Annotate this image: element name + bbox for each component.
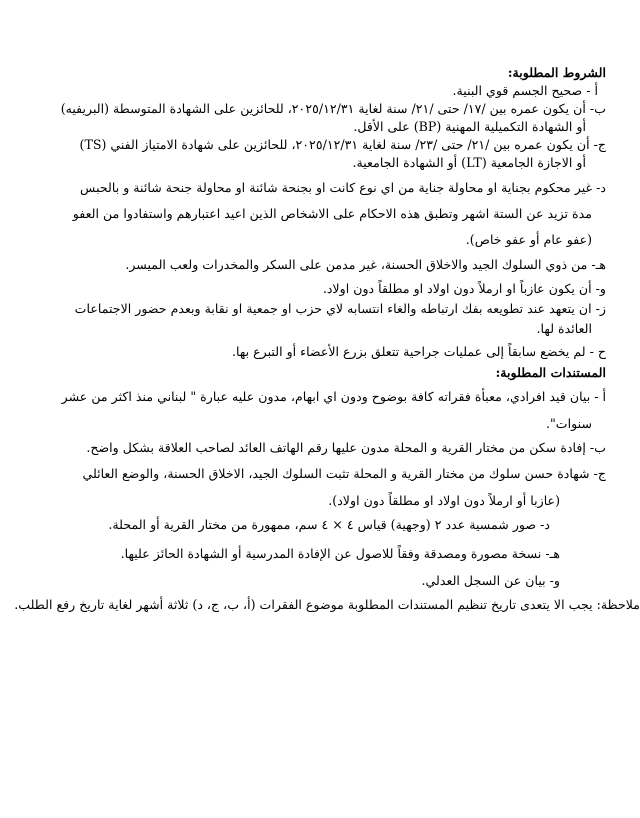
condition-b-line2: أو الشهادة التكميلية المهنية (BP) على الأقل. [353,119,586,134]
document-c-line2: (عازبا أو ارملاً دون اولاد او مطلقاً دون اولاد). [328,493,560,508]
condition-h: هـ- من ذوي السلوك الجيد والاخلاق الحسنة، غير مدمن على السكر والمخدرات ولعب الميسر. [125,257,606,272]
condition-z-line1: ز- ان يتعهد عند تطويعه بفك ارتباطه والغاء انتسابه لاي حزب او جمعية او نقابة وبعدم حضور الاجتماعات [74,301,606,316]
document-w: و- بيان عن السجل العدلي. [421,573,560,588]
condition-w: و- أن يكون عازباً او ارملاً دون اولاد او مطلقاً دون اولاد. [322,281,606,296]
document-c-line1: ج- شهادة حسن سلوك من مختار القرية و المحلة تثبت السلوك الجيد، الاخلاق الحسنة، والوضع العائلي [82,466,606,481]
documents-heading: المستندات المطلوبة: [495,365,606,380]
condition-ha: ح - لم يخضع سابقاً إلى عمليات جراحية تتعلق بزرع الأعضاء أو التبرع بها. [232,344,606,359]
document-d: د- صور شمسية عدد ٢ (وجهية) قياس ٤ × ٤ سم، ممهورة من مختار القرية أو المحلة. [108,517,550,532]
condition-c-line2: أو الاجازة الجامعية (LT) أو الشهادة الجامعية. [352,155,586,170]
condition-a: أ - صحيح الجسم قوي البنية. [452,83,598,98]
note: ملاحظة: يجب الا يتعدى تاريخ تنظيم المستندات المطلوبة موضوع الفقرات (أ، ب، ج، د) ثلاثة أشهر لغاية تاريخ رفع الطلب. [14,597,640,612]
condition-d-line2: مدة تزيد عن الستة اشهر وتطبق هذه الاحكام على الاشخاص الذين اعيد اعتبارهم واستفادوا من العفو [72,206,592,221]
document-a-line1: أ - بيان قيد افرادي، معبأة فقراته كافة بوضوح ودون اي ابهام، مدون عليه عبارة " لبناني منذ اكثر من عشر [61,389,606,404]
condition-d-line3: (عفو عام أو عفو خاص). [465,232,592,247]
document-h: هـ- نسخة مصورة ومصدقة وفقاً للاصول عن الإفادة المدرسية أو الشهادة الحائز عليها. [120,546,560,561]
condition-c-line1: ج- أن يكون عمره بين /٢١/ حتى /٢٣/ سنة لغاية ٢٠٢٥/١٢/٣١، للحائزين على شهادة الامتياز الفني (TS) [79,137,606,152]
condition-b-line1: ب- أن يكون عمره بين /١٧/ حتى /٢١/ سنة لغاية ٢٠٢٥/١٢/٣١، للحائزين على الشهادة المتوسطة (البريفيه) [60,101,606,116]
document-a-line2: سنوات". [545,416,592,431]
conditions-heading: الشروط المطلوبة: [507,65,606,80]
document-b: ب- إفادة سكن من مختار القرية و المحلة مدون عليها رقم الهاتف العائد لصاحب العلاقة بشكل واضح. [86,440,606,455]
condition-d-line1: د- غير محكوم بجناية او محاولة جناية من اي نوع كانت او بجنحة شائنة او محاولة جنحة شائنة و بالحبس [80,180,606,195]
condition-z-line2: العائدة لها. [536,321,592,336]
